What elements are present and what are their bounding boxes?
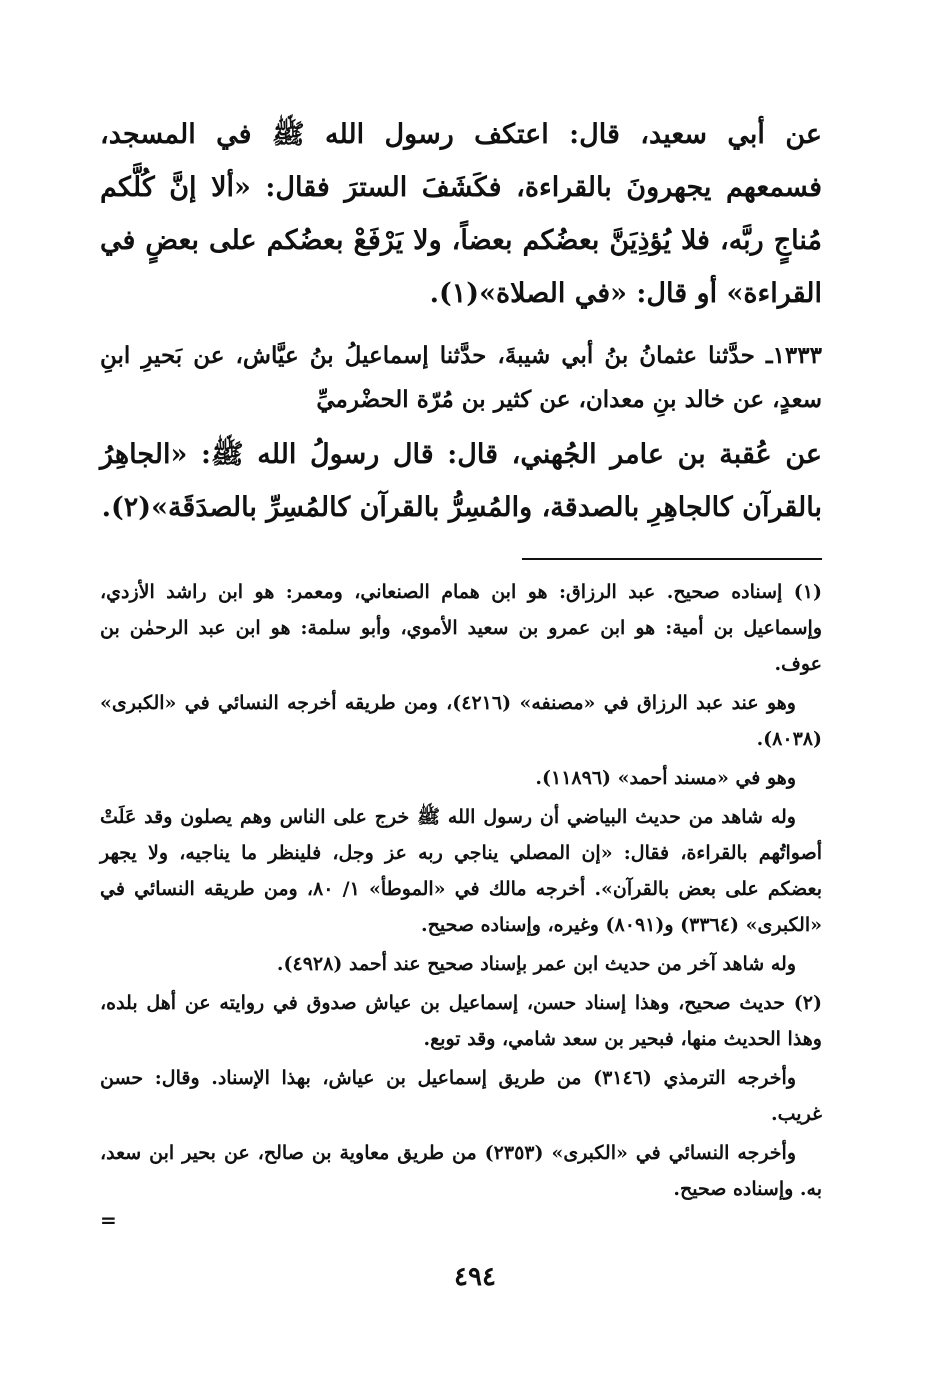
main-text — [100, 108, 822, 534]
continuation-mark: = — [100, 1208, 117, 1232]
hadith-paragraph: عن أبي سعيد، قال: اعتكف رسول الله ﷺ في المسجد، فسمعهم يجهرونَ بالقراءة، فكَشَفَ السترَ فقال: «ألا إنَّ كُلَّكم مُناجٍ ربَّه، فلا يُؤذِيَنَّ بعضُكم بعضاً، ولا يَرْفَعْ بعضُكم على بعضٍ في القراءة» أو قال: «في الصلاة»(١). — [100, 119, 822, 309]
page-number: ٤٩٤ — [454, 1262, 496, 1292]
hadith-paragraph: عن عُقبة بن عامر الجُهني، قال: قال رسولُ الله ﷺ: «الجاهِرُ بالقرآن كالجاهِرِ بالصدقة، والمُسِرُّ بالقرآن كالمُسِرِّ بالصدَقَة»(٢). — [100, 439, 822, 523]
footnote: وله شاهد آخر من حديث ابن عمر بإسناد صحيح عند أحمد (٤٩٢٨). — [276, 953, 796, 975]
footnote: وهو عند عبد الرزاق في «مصنفه» (٤٢١٦)، ومن طريقه أخرجه النسائي في «الكبرى» (٨٠٣٨). — [100, 692, 822, 750]
footnotes — [100, 574, 822, 1207]
footnote: وهو في «مسند أحمد» (١١٨٩٦). — [535, 767, 796, 789]
footnote: (١) إسناده صحيح. عبد الرزاق: هو ابن همام الصنعاني، ومعمر: هو ابن راشد الأزدي، وإسماعيل بن أمية: هو ابن عمرو بن سعيد الأموي، وأبو سلمة: هو ابن عبد الرحمٰن بن عوف. — [100, 581, 822, 675]
footnote-separator — [522, 558, 822, 560]
page-body — [100, 108, 822, 1207]
footnote: وأخرجه النسائي في «الكبرى» (٢٣٥٣) من طريق معاوية بن صالح، عن بحير ابن سعد، به. وإسناده صحيح. — [100, 1142, 822, 1200]
isnad-paragraph: ١٣٣٣ـ حدَّثنا عثمانُ بنُ أبي شيبةَ، حدَّثنا إسماعيلُ بنُ عيَّاش، عن بَحيرِ ابنِ سعدٍ، عن خالد بنِ معدان، عن كثير بن مُرّة الحضْرميِّ — [100, 342, 822, 413]
footnote: (٢) حديث صحيح، وهذا إسناد حسن، إسماعيل بن عياش صدوق في روايته عن أهل بلده، وهذا الحديث منها، فبحير بن سعد شامي، وقد توبع. — [100, 992, 822, 1050]
footnote: وأخرجه الترمذي (٣١٤٦) من طريق إسماعيل بن عياش، بهذا الإسناد. وقال: حسن غريب. — [100, 1067, 822, 1125]
footnote: وله شاهد من حديث البياضي أن رسول الله ﷺ خرج على الناس وهم يصلون وقد عَلَتْ أصواتُهم بالقراءة، فقال: «إن المصلي يناجي ربه عز وجل، فلينظر ما يناجيه، ولا يجهر بعضكم على بعض بالقرآن». أخرجه مالك في «الموطأ» ١/ ٨٠، ومن طريقه النسائي في «الكبرى» (٣٣٦٤) و(٨٠٩١) وغيره، وإسناده صحيح. — [100, 806, 822, 936]
